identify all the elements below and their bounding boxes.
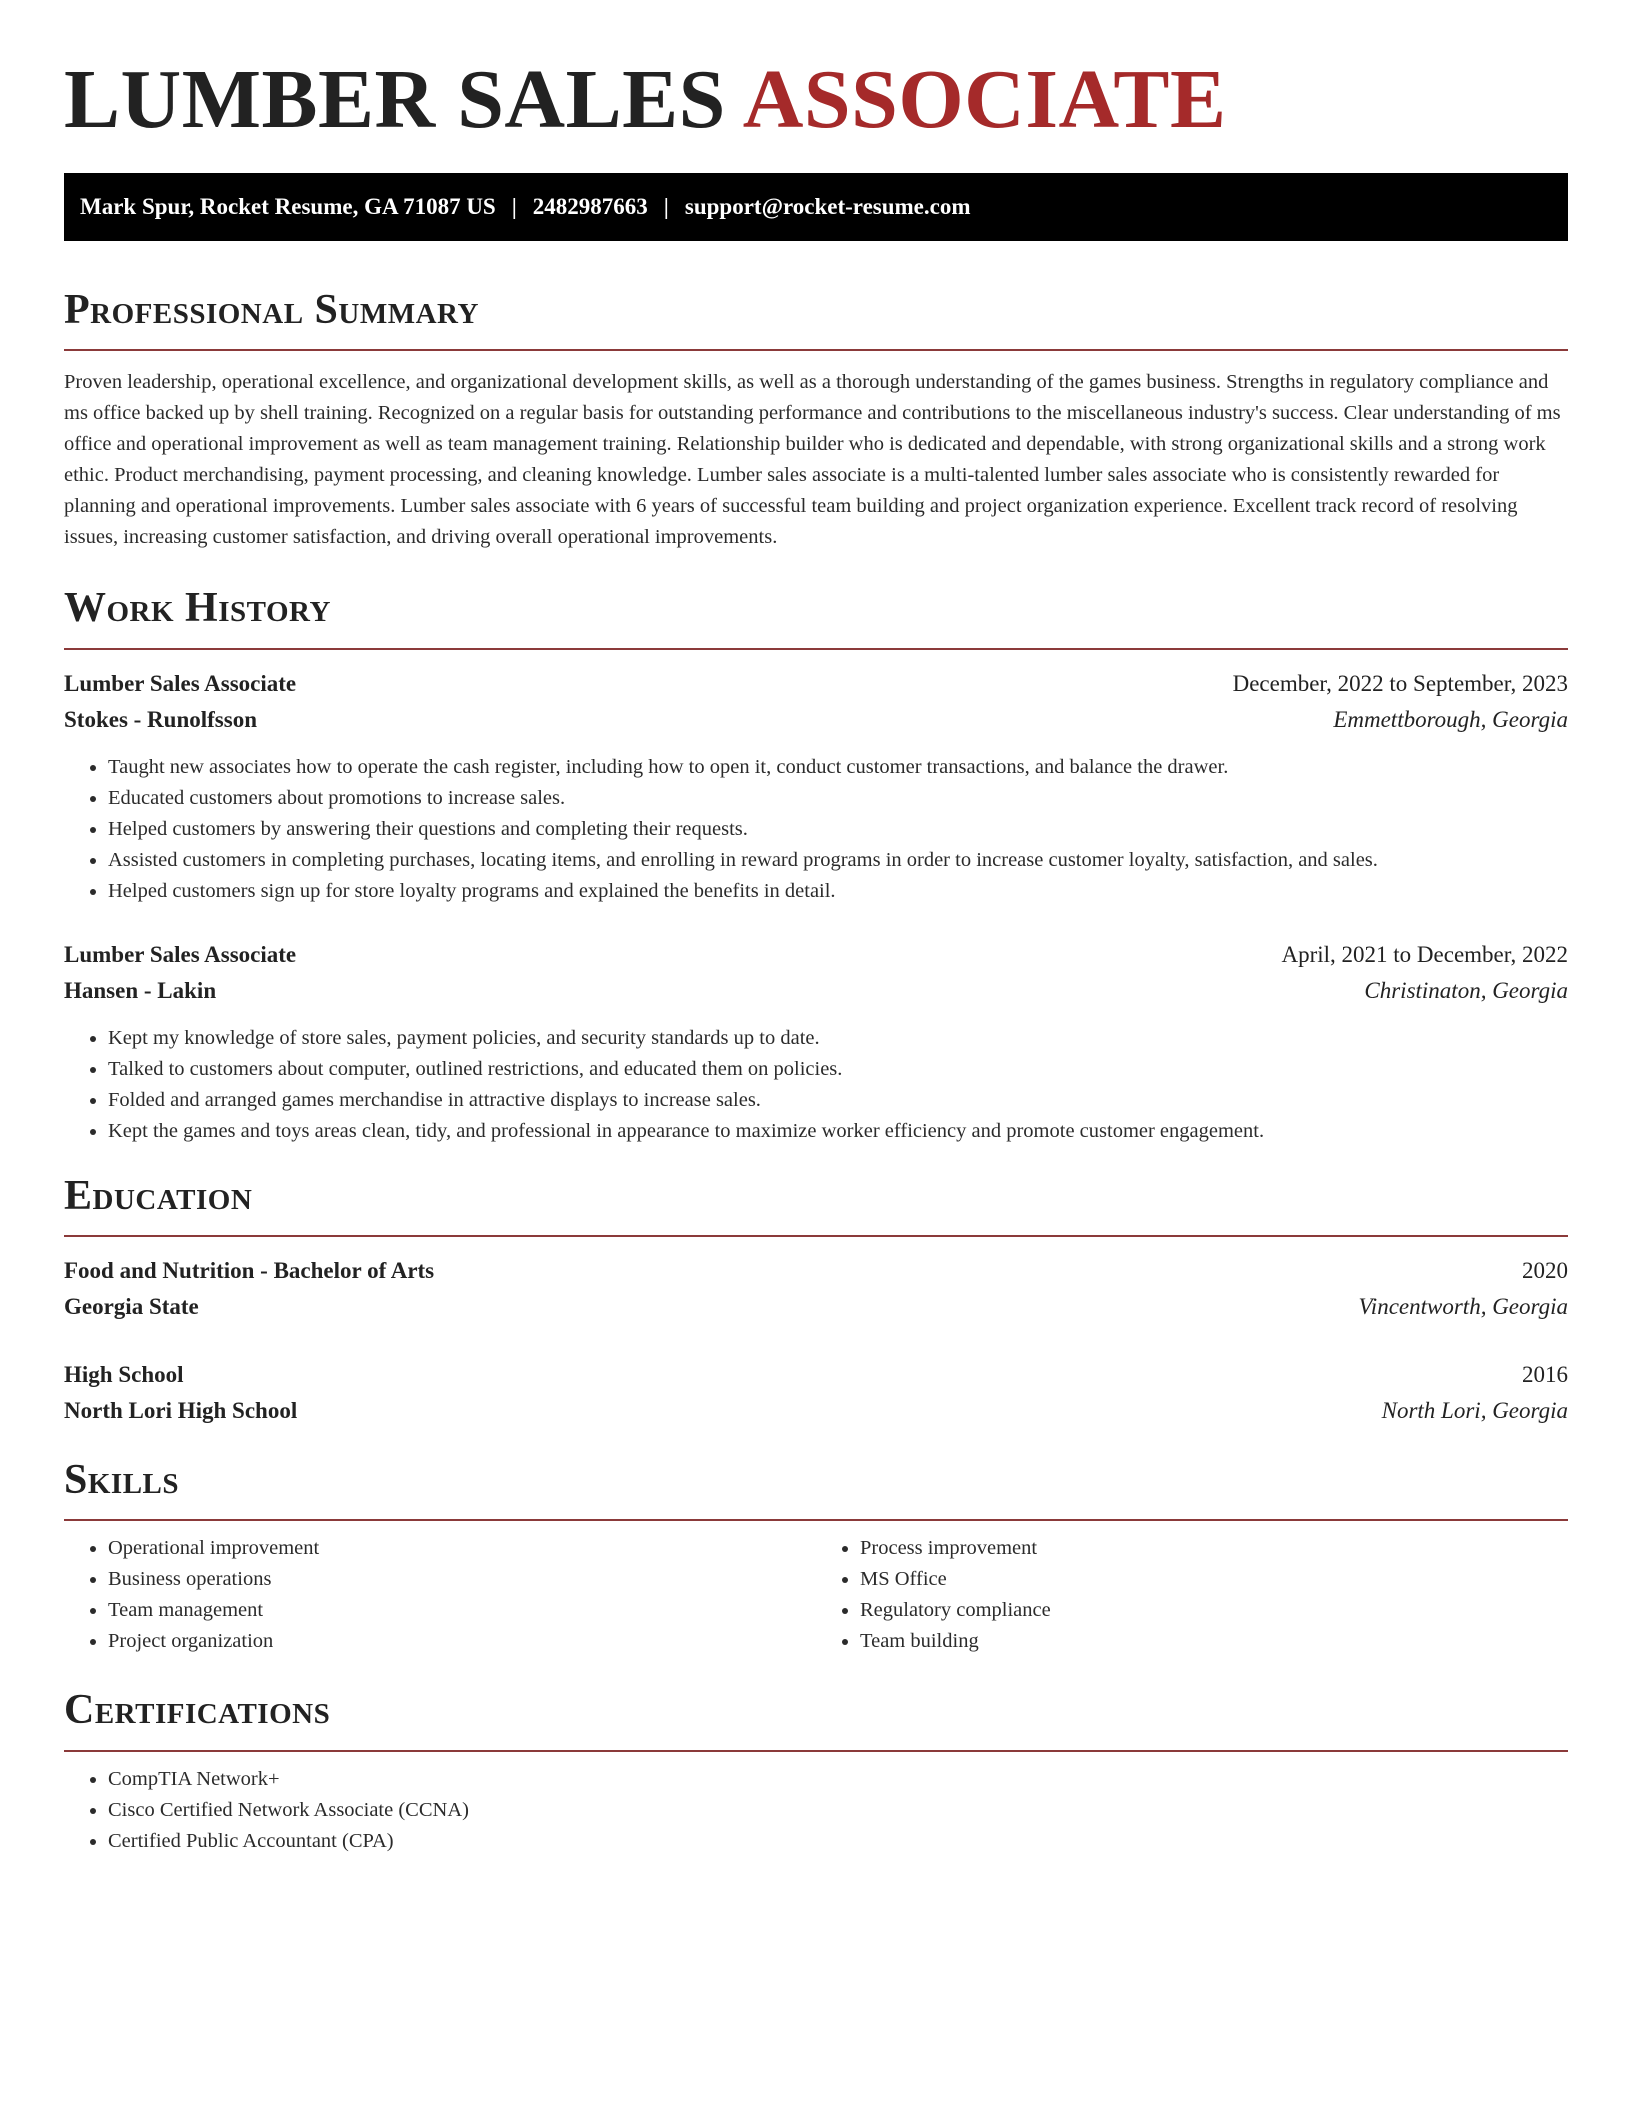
job-company-row	[64, 973, 1568, 1009]
job-location: Christinaton, Georgia	[1364, 977, 1568, 1003]
summary-section	[64, 285, 1568, 553]
education-entry	[64, 1357, 1568, 1429]
education-location: Vincentworth, Georgia	[1358, 1293, 1568, 1319]
resume-title	[64, 50, 1568, 151]
job-title: Lumber Sales Associate	[64, 941, 297, 967]
education-school: North Lori High School	[64, 1397, 298, 1423]
list-item: • Taught new associates how to operate the cash register, including how to open it, conduct customer transactions, and balance the drawer.	[108, 752, 1568, 783]
contact-email: support@rocket-resume.com	[684, 193, 971, 219]
job-header-row	[64, 937, 1568, 973]
education-location: North Lori, Georgia	[1381, 1397, 1568, 1423]
education-degree: Food and Nutrition - Bachelor of Arts	[64, 1257, 435, 1283]
education-school: Georgia State	[64, 1293, 199, 1319]
job-bullets	[64, 752, 1568, 907]
education-year: 2020	[1522, 1257, 1568, 1283]
job-company-row	[64, 702, 1568, 738]
work-history-heading: Work History	[64, 585, 331, 632]
education-section	[64, 1171, 1568, 1429]
job-dates: December, 2022 to September, 2023	[1232, 670, 1568, 696]
summary-text: Proven leadership, operational excellence, and organizational development skills, as well as a thorough understanding of the games business. Strengths in regulatory compliance and ms office backed up by shell training. Recognized on a regular basis for outstanding performance and contributions to the miscellaneous industry's success. Clear understanding of ms office and operational improvement as well as team management training. Relationship builder who is dedicated and dependable, with strong organizational skills and a strong work ethic. Product merchandising, payment processing, and cleaning knowledge. Lumber sales associate is a multi-talented lumber sales associate who is consistently rewarded for planning and operational improvements. Lumber sales associate with 6 years of successful team building and project organization experience. Excellent track record of resolving issues, increasing customer satisfaction, and driving overall operational improvements.	[64, 371, 1561, 549]
list-item: • Talked to customers about computer, outlined restrictions, and educated them on policies.	[108, 1054, 1568, 1085]
list-item: • MS Office	[860, 1564, 1568, 1595]
contact-separator: |	[511, 193, 517, 219]
title-accent: ASSOCIATE	[742, 53, 1227, 146]
list-item: • Folded and arranged games merchandise in attractive displays to increase sales.	[108, 1085, 1568, 1116]
job-title: Lumber Sales Associate	[64, 670, 297, 696]
skills-section	[64, 1455, 1568, 1657]
education-school-row	[64, 1289, 1568, 1325]
job-location: Emmettborough, Georgia	[1333, 706, 1568, 732]
contact-phone: 2482987663	[532, 193, 648, 219]
summary-heading: Professional Summary	[64, 286, 479, 333]
education-header-row	[64, 1253, 1568, 1289]
section-divider	[64, 1750, 1568, 1752]
skills-list-right	[816, 1533, 1568, 1657]
list-item: • Kept my knowledge of store sales, payment policies, and security standards up to date.	[108, 1023, 1568, 1054]
list-item: • Helped customers by answering their questions and completing their requests.	[108, 814, 1568, 845]
contact-separator: |	[663, 193, 669, 219]
list-item: • Process improvement	[860, 1533, 1568, 1564]
section-divider	[64, 1519, 1568, 1521]
list-item: • Certified Public Accountant (CPA)	[108, 1826, 1568, 1857]
job-entry	[64, 937, 1568, 1147]
contact-bar	[64, 173, 1568, 241]
certifications-heading: Certifications	[64, 1687, 331, 1734]
certifications-section	[64, 1685, 1568, 1856]
list-item: • CompTIA Network+	[108, 1764, 1568, 1795]
certifications-list	[64, 1764, 1568, 1857]
title-main: LUMBER SALES	[64, 53, 726, 146]
list-item: • Kept the games and toys areas clean, tidy, and professional in appearance to maximize worker efficiency and promote customer engagement.	[108, 1116, 1568, 1147]
list-item: • Educated customers about promotions to increase sales.	[108, 783, 1568, 814]
list-item: • Team management	[108, 1595, 816, 1626]
education-school-row	[64, 1393, 1568, 1429]
list-item: • Team building	[860, 1626, 1568, 1657]
list-item: • Helped customers sign up for store loyalty programs and explained the benefits in detail.	[108, 876, 1568, 907]
section-divider	[64, 349, 1568, 351]
contact-address: Mark Spur, Rocket Resume, GA 71087 US	[80, 193, 496, 219]
list-item: • Cisco Certified Network Associate (CCNA)	[108, 1795, 1568, 1826]
education-degree: High School	[64, 1361, 184, 1387]
list-item: • Regulatory compliance	[860, 1595, 1568, 1626]
education-header-row	[64, 1357, 1568, 1393]
education-entry	[64, 1253, 1568, 1325]
list-item: • Project organization	[108, 1626, 816, 1657]
education-heading: Education	[64, 1172, 253, 1219]
skills-heading: Skills	[64, 1456, 180, 1503]
job-bullets	[64, 1023, 1568, 1147]
list-item: • Business operations	[108, 1564, 816, 1595]
section-divider	[64, 1235, 1568, 1237]
list-item: • Assisted customers in completing purchases, locating items, and enrolling in reward programs in order to increase customer loyalty, satisfaction, and sales.	[108, 845, 1568, 876]
education-year: 2016	[1522, 1361, 1568, 1387]
skills-grid	[64, 1533, 1568, 1657]
job-company: Hansen - Lakin	[64, 977, 217, 1003]
work-history-section	[64, 583, 1568, 1146]
list-item: • Operational improvement	[108, 1533, 816, 1564]
job-dates: April, 2021 to December, 2022	[1281, 941, 1568, 967]
section-divider	[64, 648, 1568, 650]
job-entry	[64, 666, 1568, 907]
job-company: Stokes - Runolfsson	[64, 706, 257, 732]
skills-list-left	[64, 1533, 816, 1657]
job-header-row	[64, 666, 1568, 702]
